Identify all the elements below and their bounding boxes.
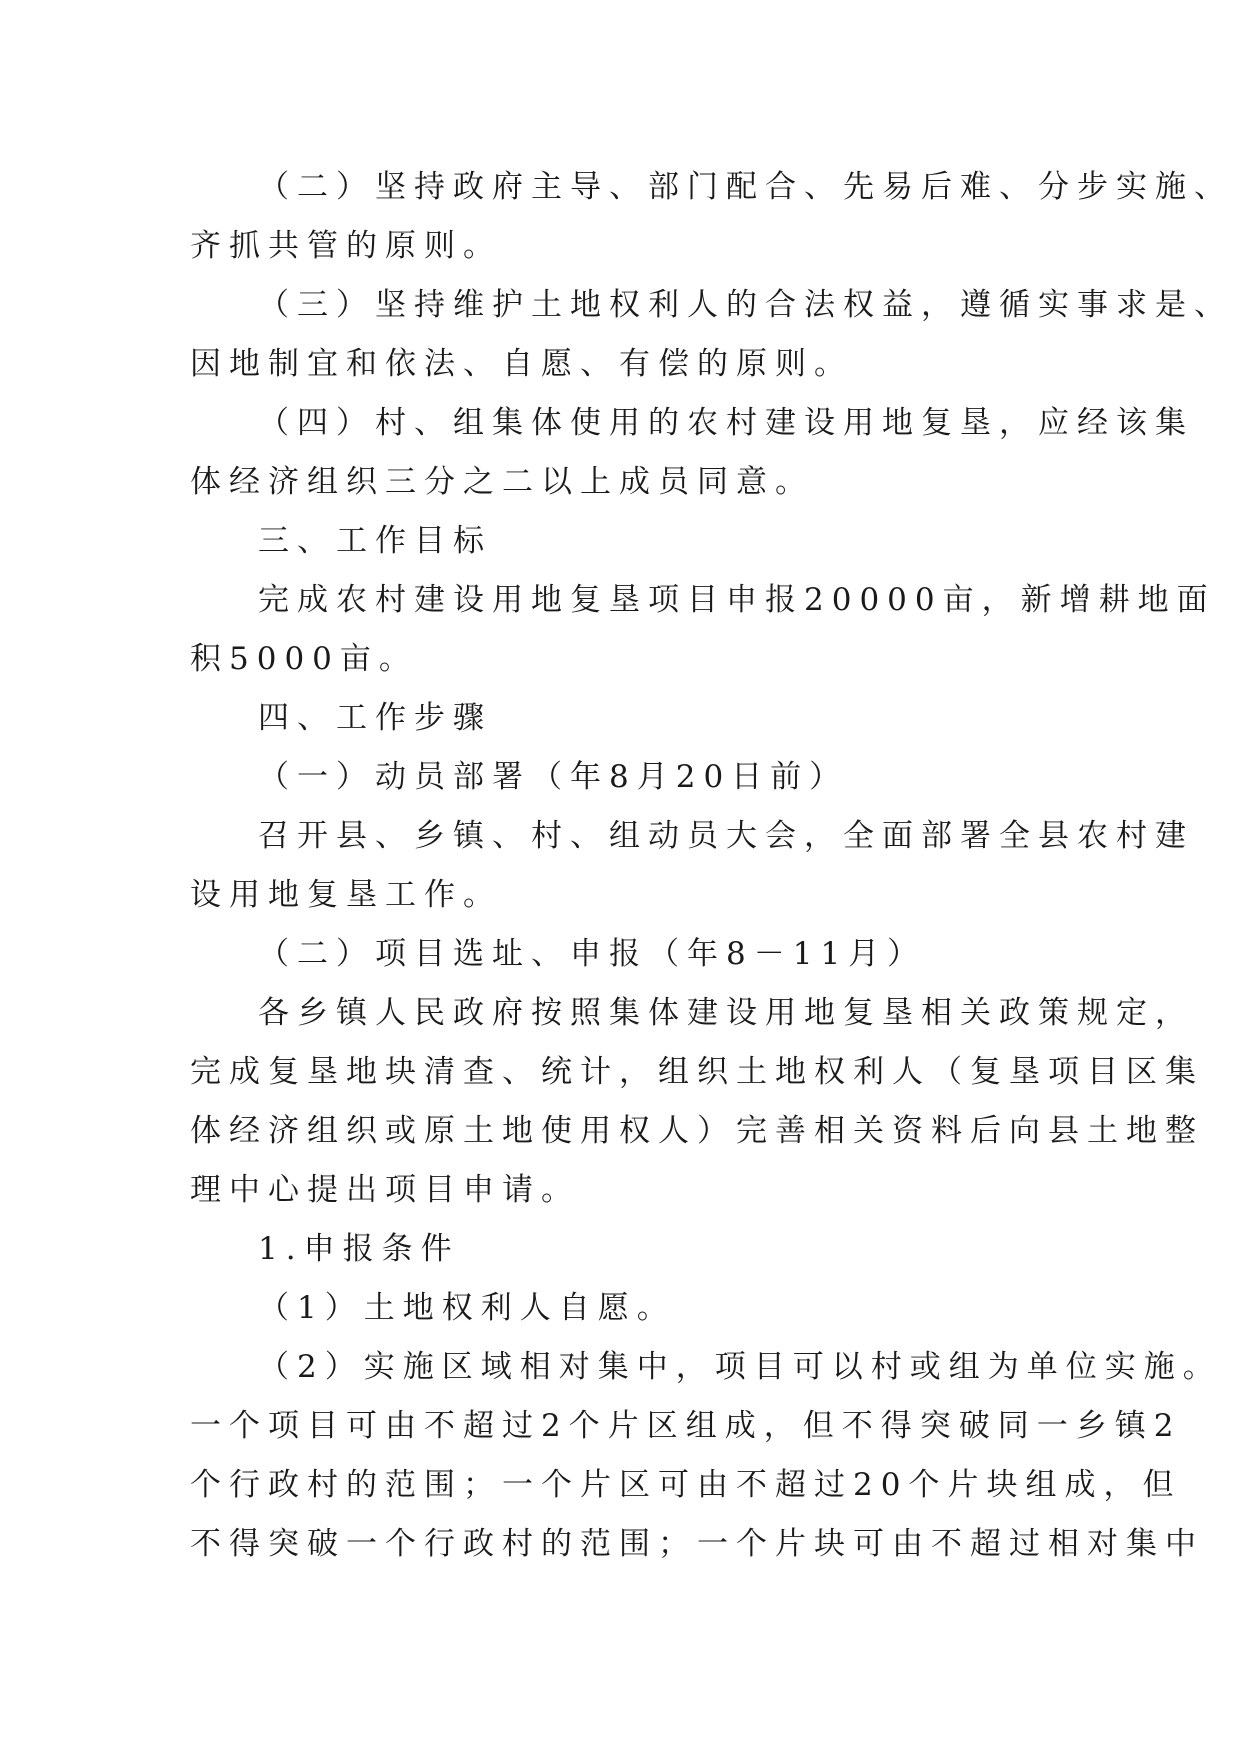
text-line-1: （二）坚持政府主导、部门配合、先易后难、分步实施、	[258, 169, 1233, 205]
item-heading-conditions: 1.申报条件	[258, 1231, 460, 1267]
text-line-21: （2）实施区域相对集中，项目可以村或组为单位实施。	[258, 1349, 1222, 1385]
text-line-20: （1）土地权利人自愿。	[258, 1290, 676, 1326]
text-line-9: 积5000亩。	[190, 641, 418, 677]
section-heading-steps: 四、工作步骤	[258, 700, 492, 736]
text-line-6: 体经济组织三分之二以上成员同意。	[190, 464, 814, 500]
text-line-3: （三）坚持维护土地权利人的合法权益，遵循实事求是、	[258, 287, 1233, 323]
text-line-15: 各乡镇人民政府按照集体建设用地复垦相关政策规定，	[258, 995, 1194, 1031]
text-line-23: 个行政村的范围；一个片区可由不超过20个片块组成，但	[190, 1467, 1182, 1503]
text-line-17: 体经济组织或原土地使用权人）完善相关资料后向县土地整	[190, 1113, 1204, 1149]
text-line-18: 理中心提出项目申请。	[190, 1172, 580, 1208]
section-heading-goals: 三、工作目标	[258, 523, 492, 559]
subsection-heading-mobilization: （一）动员部署（年8月20日前）	[258, 759, 849, 795]
text-line-13: 设用地复垦工作。	[190, 877, 502, 913]
text-line-4: 因地制宜和依法、自愿、有偿的原则。	[190, 346, 853, 382]
text-line-16: 完成复垦地块清查、统计，组织土地权利人（复垦项目区集	[190, 1054, 1204, 1090]
text-line-2: 齐抓共管的原则。	[190, 228, 502, 264]
document-body	[190, 158, 1233, 1574]
text-line-24: 不得突破一个行政村的范围；一个片块可由不超过相对集中	[190, 1526, 1204, 1562]
text-line-12: 召开县、乡镇、村、组动员大会，全面部署全县农村建	[258, 818, 1194, 854]
text-line-5: （四）村、组集体使用的农村建设用地复垦，应经该集	[258, 405, 1194, 441]
text-line-22: 一个项目可由不超过2个片区组成，但不得突破同一乡镇2	[190, 1408, 1182, 1444]
text-line-8: 完成农村建设用地复垦项目申报20000亩，新增耕地面	[258, 582, 1216, 618]
subsection-heading-site-selection: （二）项目选址、申报（年8－11月）	[258, 936, 927, 972]
